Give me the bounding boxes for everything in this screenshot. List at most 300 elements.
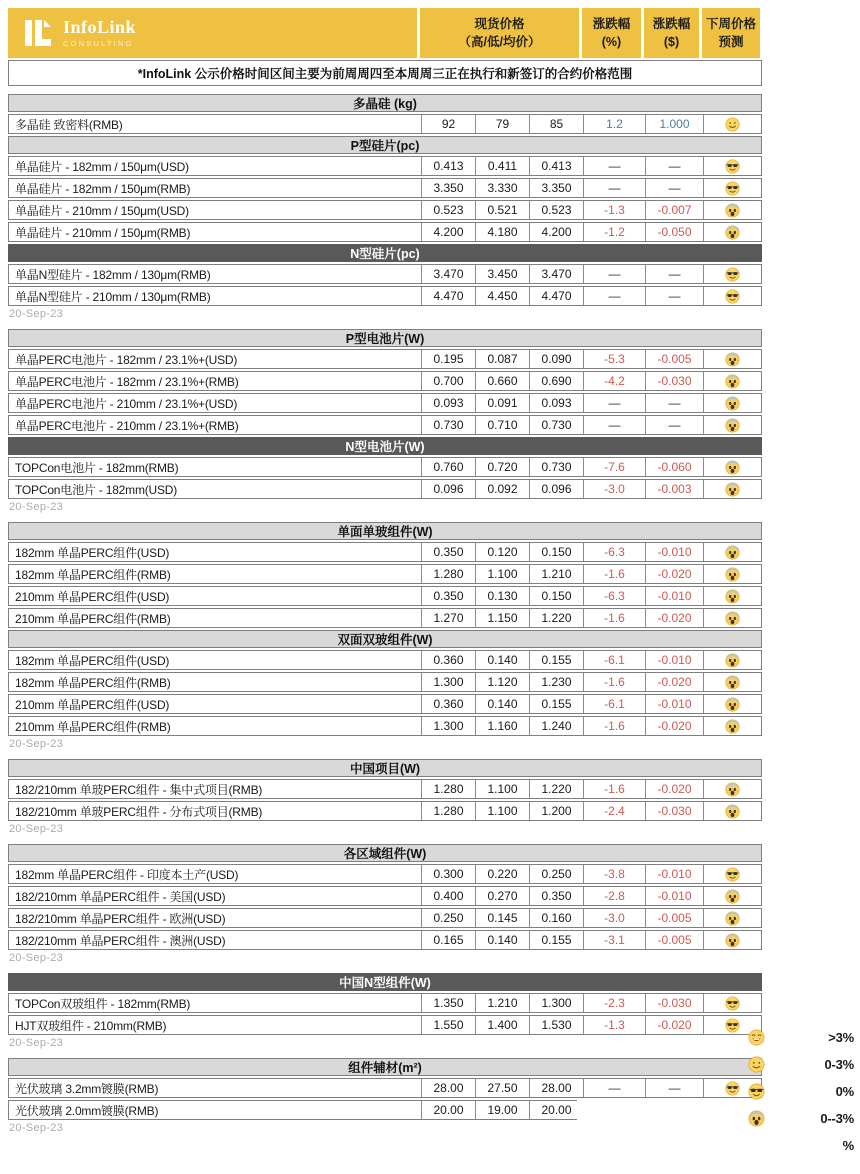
change-usd-cell: -0.020	[645, 609, 703, 627]
table-row	[8, 993, 762, 1013]
price-date-label: 20-Sep-23	[9, 1037, 64, 1049]
section-header	[8, 630, 762, 648]
table-row	[8, 114, 762, 134]
change-pct-cell: -6.1	[583, 695, 645, 713]
price-avg-cell: 0.096	[529, 480, 583, 498]
section-header	[8, 1058, 762, 1076]
forecast-cell	[703, 394, 761, 412]
price-avg-cell: 0.160	[529, 909, 583, 927]
product-name-cell: 210mm 单晶PERC组件(USD)	[15, 697, 170, 712]
col-header-pct-line2: (%)	[601, 35, 622, 49]
scream-emoji-icon	[725, 545, 740, 560]
change-pct-cell: -3.0	[583, 909, 645, 927]
price-avg-cell: 0.730	[529, 458, 583, 476]
price-high-cell: 3.470	[421, 265, 475, 283]
change-usd-cell: -0.020	[645, 1016, 703, 1034]
table-row	[8, 930, 762, 950]
change-usd-cell: -0.010	[645, 543, 703, 561]
table-blocks	[8, 94, 762, 1134]
change-usd-cell: —	[645, 265, 703, 283]
price-high-cell: 0.195	[421, 350, 475, 368]
product-name-cell: 单晶PERC电池片 - 182mm / 23.1%+(USD)	[15, 352, 238, 367]
hidden-emoji-placeholder	[748, 1137, 765, 1154]
col-header-usd-line2: ($)	[663, 35, 680, 49]
legend-label: %	[842, 1138, 854, 1153]
price-table-block	[8, 94, 762, 320]
price-low-cell: 0.145	[475, 909, 529, 927]
price-avg-cell: 0.523	[529, 201, 583, 219]
change-usd-cell: -0.030	[645, 372, 703, 390]
change-usd-cell: -0.030	[645, 994, 703, 1012]
product-name-cell: 单晶PERC电池片 - 210mm / 23.1%+(USD)	[15, 396, 238, 411]
price-low-cell: 79	[475, 115, 529, 133]
scream-emoji-icon	[725, 418, 740, 433]
section-title: 各区域组件(W)	[343, 847, 427, 861]
scream-emoji-icon	[725, 719, 740, 734]
table-row	[8, 1078, 762, 1098]
change-pct-cell: 1.2	[583, 115, 645, 133]
price-high-cell: 0.400	[421, 887, 475, 905]
table-row	[8, 864, 762, 884]
change-usd-cell: -0.010	[645, 587, 703, 605]
price-avg-cell: 20.00	[529, 1101, 583, 1119]
change-pct-cell: —	[583, 394, 645, 412]
price-high-cell: 0.413	[421, 157, 475, 175]
section-header	[8, 522, 762, 540]
price-low-cell: 1.100	[475, 780, 529, 798]
legend-row	[748, 1132, 854, 1159]
table-row	[8, 178, 762, 198]
forecast-cell	[703, 865, 761, 883]
sunglasses-emoji-icon	[725, 1081, 740, 1096]
forecast-cell	[703, 565, 761, 583]
price-avg-cell: 4.470	[529, 287, 583, 305]
price-high-cell: 28.00	[421, 1079, 475, 1097]
price-low-cell: 0.710	[475, 416, 529, 434]
table-row	[8, 886, 762, 906]
price-low-cell: 0.091	[475, 394, 529, 412]
price-period-note: *InfoLink 公示价格时间区间主要为前周周四至本周周三正在执行和新签订的合约价格范围	[8, 60, 762, 86]
col-header-change-usd	[644, 8, 702, 58]
price-low-cell: 1.120	[475, 673, 529, 691]
price-low-cell: 1.400	[475, 1016, 529, 1034]
col-header-change-pct	[582, 8, 644, 58]
price-avg-cell: 1.220	[529, 780, 583, 798]
product-name-cell: 光伏玻璃 2.0mm镀膜(RMB)	[15, 1103, 159, 1118]
forecast-cell	[703, 265, 761, 283]
change-usd-cell: -0.020	[645, 717, 703, 735]
price-low-cell: 1.210	[475, 994, 529, 1012]
price-low-cell: 0.140	[475, 695, 529, 713]
scream-emoji-icon	[725, 460, 740, 475]
change-usd-cell: —	[645, 179, 703, 197]
price-high-cell: 1.350	[421, 994, 475, 1012]
price-date-label: 20-Sep-23	[9, 738, 64, 750]
col-header-spot-price	[420, 8, 582, 58]
change-pct-cell: -1.3	[583, 201, 645, 219]
price-high-cell: 4.200	[421, 223, 475, 241]
price-high-cell: 0.350	[421, 587, 475, 605]
forecast-cell	[703, 909, 761, 927]
change-usd-cell: —	[645, 1079, 703, 1097]
change-pct-cell: -3.8	[583, 865, 645, 883]
price-avg-cell: 0.090	[529, 350, 583, 368]
scream-emoji-icon	[725, 889, 740, 904]
price-low-cell: 0.140	[475, 931, 529, 949]
change-usd-cell: -0.050	[645, 223, 703, 241]
product-name-cell: 单晶硅片 - 182mm / 150μm(USD)	[15, 159, 189, 174]
logo-sub: CONSULTING	[63, 38, 134, 48]
section-title: 组件辅材(m²)	[348, 1061, 422, 1075]
price-avg-cell: 0.093	[529, 394, 583, 412]
price-avg-cell: 1.530	[529, 1016, 583, 1034]
price-date-label: 20-Sep-23	[9, 501, 64, 513]
forecast-cell	[703, 480, 761, 498]
price-low-cell: 3.450	[475, 265, 529, 283]
section-title: 单面单玻组件(W)	[337, 525, 433, 539]
section-title: 中国项目(W)	[349, 762, 421, 776]
product-name-cell: 182mm 单晶PERC组件(RMB)	[15, 675, 171, 690]
price-high-cell: 20.00	[421, 1101, 475, 1119]
change-pct-cell: —	[583, 416, 645, 434]
price-high-cell: 0.165	[421, 931, 475, 949]
section-title: N型硅片(pc)	[350, 247, 420, 261]
change-pct-cell: -6.3	[583, 543, 645, 561]
price-low-cell: 0.087	[475, 350, 529, 368]
price-avg-cell: 1.200	[529, 802, 583, 820]
price-high-cell: 1.300	[421, 673, 475, 691]
forecast-cell	[703, 651, 761, 669]
change-usd-cell: -0.030	[645, 802, 703, 820]
forecast-cell	[703, 587, 761, 605]
price-high-cell: 0.360	[421, 695, 475, 713]
section-title: P型电池片(W)	[345, 332, 425, 346]
price-table-block	[8, 973, 762, 1049]
scream-emoji-icon	[725, 396, 740, 411]
table-row	[8, 393, 762, 413]
smile-emoji-icon	[725, 117, 740, 132]
change-pct-cell: -1.6	[583, 565, 645, 583]
price-high-cell: 0.300	[421, 865, 475, 883]
forecast-cell	[703, 609, 761, 627]
scream-emoji-icon	[725, 225, 740, 240]
change-usd-cell: -0.010	[645, 865, 703, 883]
product-name-cell: 182mm 单晶PERC组件(RMB)	[15, 567, 171, 582]
price-table-block	[8, 1058, 762, 1134]
price-date-label: 20-Sep-23	[9, 823, 64, 835]
change-pct-cell: -2.3	[583, 994, 645, 1012]
forecast-cell	[703, 416, 761, 434]
section-title: 双面双玻组件(W)	[337, 633, 433, 647]
change-pct-cell: -1.6	[583, 717, 645, 735]
product-name-cell: 单晶硅片 - 210mm / 150μm(USD)	[15, 203, 189, 218]
price-low-cell: 19.00	[475, 1101, 529, 1119]
change-pct-cell: -1.6	[583, 673, 645, 691]
price-avg-cell: 0.150	[529, 543, 583, 561]
forecast-cell	[703, 157, 761, 175]
change-usd-cell: -0.005	[645, 909, 703, 927]
table-row	[8, 371, 762, 391]
product-name-cell: HJT双玻组件 - 210mm(RMB)	[15, 1018, 167, 1033]
change-pct-cell: -3.0	[583, 480, 645, 498]
price-low-cell: 27.50	[475, 1079, 529, 1097]
price-high-cell: 3.350	[421, 179, 475, 197]
forecast-cell	[703, 287, 761, 305]
col-header-forecast-line2: 预测	[718, 35, 744, 49]
table-row	[8, 586, 762, 606]
price-avg-cell: 1.300	[529, 994, 583, 1012]
forecast-cell	[703, 931, 761, 949]
price-date-label: 20-Sep-23	[9, 308, 64, 320]
price-avg-cell: 85	[529, 115, 583, 133]
table-row	[8, 608, 762, 628]
forecast-legend	[748, 1024, 854, 1159]
change-pct-cell: —	[583, 287, 645, 305]
sunglasses-emoji-icon	[748, 1083, 765, 1100]
price-avg-cell: 1.240	[529, 717, 583, 735]
change-pct-cell: -7.6	[583, 458, 645, 476]
section-title: P型硅片(pc)	[350, 139, 420, 153]
change-pct-cell: -2.8	[583, 887, 645, 905]
price-low-cell: 4.450	[475, 287, 529, 305]
forecast-cell	[703, 179, 761, 197]
price-avg-cell: 0.413	[529, 157, 583, 175]
forecast-cell	[703, 223, 761, 241]
table-row	[8, 542, 762, 562]
price-low-cell: 0.092	[475, 480, 529, 498]
product-name-cell: 单晶PERC电池片 - 182mm / 23.1%+(RMB)	[15, 374, 239, 389]
product-name-cell: 单晶N型硅片 - 182mm / 130μm(RMB)	[15, 267, 211, 282]
scream-emoji-icon	[725, 203, 740, 218]
price-high-cell: 4.470	[421, 287, 475, 305]
table-row	[8, 349, 762, 369]
change-pct-cell: -1.6	[583, 609, 645, 627]
price-high-cell: 0.360	[421, 651, 475, 669]
change-pct-cell: -5.3	[583, 350, 645, 368]
price-avg-cell: 3.470	[529, 265, 583, 283]
section-header	[8, 136, 762, 154]
scream-emoji-icon	[725, 933, 740, 948]
price-low-cell: 0.720	[475, 458, 529, 476]
price-table-block	[8, 329, 762, 513]
change-usd-cell: -0.020	[645, 673, 703, 691]
table-row	[8, 200, 762, 220]
forecast-cell	[703, 695, 761, 713]
price-high-cell: 1.270	[421, 609, 475, 627]
price-low-cell: 0.120	[475, 543, 529, 561]
change-usd-cell: —	[645, 157, 703, 175]
price-date-label: 20-Sep-23	[9, 952, 64, 964]
table-row	[8, 479, 762, 499]
price-high-cell: 0.730	[421, 416, 475, 434]
sunglasses-emoji-icon	[725, 867, 740, 882]
price-high-cell: 0.760	[421, 458, 475, 476]
product-name-cell: 182/210mm 单晶PERC组件 - 澳洲(USD)	[15, 933, 226, 948]
price-low-cell: 1.100	[475, 802, 529, 820]
table-row	[8, 457, 762, 477]
section-header	[8, 94, 762, 112]
section-header	[8, 759, 762, 777]
forecast-cell	[703, 802, 761, 820]
product-name-cell: 单晶硅片 - 182mm / 150μm(RMB)	[15, 181, 191, 196]
change-pct-cell: -4.2	[583, 372, 645, 390]
price-high-cell: 1.550	[421, 1016, 475, 1034]
section-header	[8, 329, 762, 347]
product-name-cell: TOPCon电池片 - 182mm(RMB)	[15, 460, 179, 475]
infolink-logo-icon	[24, 18, 54, 48]
section-header	[8, 973, 762, 991]
sunglasses-emoji-icon	[725, 289, 740, 304]
change-pct-cell: —	[583, 265, 645, 283]
product-name-cell: 182mm 单晶PERC组件(USD)	[15, 653, 170, 668]
price-avg-cell: 0.690	[529, 372, 583, 390]
price-avg-cell: 0.250	[529, 865, 583, 883]
price-low-cell: 3.330	[475, 179, 529, 197]
change-usd-cell: -0.010	[645, 887, 703, 905]
price-report-page	[8, 8, 762, 1143]
change-usd-cell: -0.060	[645, 458, 703, 476]
price-avg-cell: 0.155	[529, 931, 583, 949]
price-avg-cell: 4.200	[529, 223, 583, 241]
price-low-cell: 1.100	[475, 565, 529, 583]
table-row	[8, 779, 762, 799]
price-high-cell: 0.523	[421, 201, 475, 219]
price-low-cell: 0.130	[475, 587, 529, 605]
forecast-cell	[703, 458, 761, 476]
price-high-cell: 1.280	[421, 780, 475, 798]
sunglasses-emoji-icon	[725, 181, 740, 196]
price-high-cell: 0.096	[421, 480, 475, 498]
scream-emoji-icon	[725, 653, 740, 668]
col-header-usd-line1: 涨跌幅	[652, 16, 691, 31]
change-pct-cell: -6.1	[583, 651, 645, 669]
scream-emoji-icon	[725, 782, 740, 797]
section-header	[8, 244, 762, 262]
sunglasses-emoji-icon	[725, 159, 740, 174]
price-low-cell: 4.180	[475, 223, 529, 241]
change-usd-cell: -0.020	[645, 780, 703, 798]
change-usd-cell: -0.007	[645, 201, 703, 219]
price-avg-cell: 28.00	[529, 1079, 583, 1097]
infolink-logo	[8, 8, 420, 58]
watermark-erase-patch	[577, 1099, 763, 1127]
forecast-cell	[703, 115, 761, 133]
change-usd-cell: -0.010	[645, 695, 703, 713]
table-row	[8, 564, 762, 584]
col-header-pct-line1: 涨跌幅	[592, 16, 631, 31]
product-name-cell: 多晶硅 致密料(RMB)	[15, 117, 123, 132]
table-row	[8, 908, 762, 928]
price-avg-cell: 1.220	[529, 609, 583, 627]
product-name-cell: 单晶PERC电池片 - 210mm / 23.1%+(RMB)	[15, 418, 239, 433]
price-avg-cell: 0.150	[529, 587, 583, 605]
change-pct-cell: —	[583, 179, 645, 197]
table-row	[8, 716, 762, 736]
change-pct-cell: -3.1	[583, 931, 645, 949]
price-low-cell: 0.270	[475, 887, 529, 905]
smile-emoji-icon	[748, 1056, 765, 1073]
price-low-cell: 0.521	[475, 201, 529, 219]
forecast-cell	[703, 887, 761, 905]
price-high-cell: 0.093	[421, 394, 475, 412]
forecast-cell	[703, 543, 761, 561]
change-pct-cell: —	[583, 1079, 645, 1097]
price-avg-cell: 3.350	[529, 179, 583, 197]
scream-emoji-icon	[748, 1110, 765, 1127]
sunglasses-emoji-icon	[725, 267, 740, 282]
col-header-spot-line1: 现货价格	[474, 16, 525, 31]
legend-row	[748, 1078, 854, 1105]
change-usd-cell: —	[645, 287, 703, 305]
legend-label: 0--3%	[820, 1111, 854, 1126]
section-title: 中国N型组件(W)	[339, 976, 431, 990]
product-name-cell: 210mm 单晶PERC组件(RMB)	[15, 719, 171, 734]
price-avg-cell: 1.230	[529, 673, 583, 691]
product-name-cell: 光伏玻璃 3.2mm镀膜(RMB)	[15, 1081, 159, 1096]
product-name-cell: 182mm 单晶PERC组件(USD)	[15, 545, 170, 560]
price-table-block	[8, 522, 762, 750]
price-table-block	[8, 759, 762, 835]
price-high-cell: 1.300	[421, 717, 475, 735]
price-low-cell: 1.160	[475, 717, 529, 735]
change-usd-cell: —	[645, 416, 703, 434]
product-name-cell: 182/210mm 单晶PERC组件 - 美国(USD)	[15, 889, 226, 904]
scream-emoji-icon	[725, 675, 740, 690]
price-table-block	[8, 844, 762, 964]
price-low-cell: 0.660	[475, 372, 529, 390]
scream-emoji-icon	[725, 697, 740, 712]
change-pct-cell: —	[583, 157, 645, 175]
sunglasses-emoji-icon	[725, 1018, 740, 1033]
price-avg-cell: 0.730	[529, 416, 583, 434]
section-title: 多晶硅 (kg)	[353, 97, 417, 111]
table-row	[8, 672, 762, 692]
infolink-logo-text	[63, 18, 136, 48]
price-high-cell: 92	[421, 115, 475, 133]
scream-emoji-icon	[725, 589, 740, 604]
table-row	[8, 415, 762, 435]
price-low-cell: 0.140	[475, 651, 529, 669]
table-row	[8, 286, 762, 306]
table-row	[8, 222, 762, 242]
price-avg-cell: 0.155	[529, 695, 583, 713]
change-pct-cell: -1.6	[583, 780, 645, 798]
table-header	[8, 8, 762, 58]
price-low-cell: 0.220	[475, 865, 529, 883]
forecast-cell	[703, 717, 761, 735]
change-usd-cell: -0.003	[645, 480, 703, 498]
table-row	[8, 264, 762, 284]
scream-emoji-icon	[725, 352, 740, 367]
legend-label: 0-3%	[824, 1057, 854, 1072]
change-usd-cell: -0.005	[645, 931, 703, 949]
scream-emoji-icon	[725, 374, 740, 389]
legend-label: >3%	[828, 1030, 854, 1045]
section-header	[8, 437, 762, 455]
product-name-cell: TOPCon双玻组件 - 182mm(RMB)	[15, 996, 191, 1011]
price-high-cell: 1.280	[421, 802, 475, 820]
change-usd-cell: -0.020	[645, 565, 703, 583]
forecast-cell	[703, 201, 761, 219]
price-high-cell: 0.700	[421, 372, 475, 390]
legend-row	[748, 1051, 854, 1078]
scream-emoji-icon	[725, 482, 740, 497]
scream-emoji-icon	[725, 567, 740, 582]
product-name-cell: 182/210mm 单玻PERC组件 - 集中式项目(RMB)	[15, 782, 263, 797]
product-name-cell: 210mm 单晶PERC组件(USD)	[15, 589, 170, 604]
logo-brand: InfoLink	[63, 16, 137, 37]
forecast-cell	[703, 994, 761, 1012]
